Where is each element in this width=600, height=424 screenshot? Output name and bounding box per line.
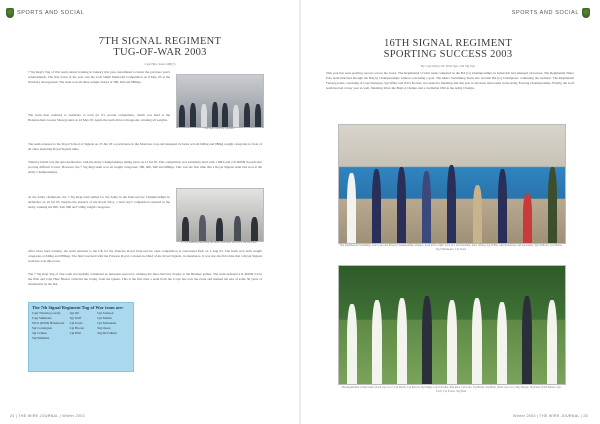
team-member: WO1 (RSM) Henderson <box>32 320 65 325</box>
left-photo-award-presentation <box>176 188 264 242</box>
left-article-title <box>28 36 292 58</box>
right-folio: Winter 2003 | THE WIRE JOURNAL | 25 <box>513 414 588 418</box>
team-member: Cpl Martin <box>97 315 112 320</box>
team-member <box>97 336 130 341</box>
left-byline: Capt Huw Jones QM(T) <box>144 62 176 66</box>
regimental-crest-icon <box>6 8 14 18</box>
left-paragraph-6: After more hard training, the team returned to the UK for the Princess Royal Inter-service open competition at Gravesend Park on 2 Aug 03. The team won both weight categories at 640kg and 680kgs. The final was held with the Princess Royal, Colonel-in-Chief of the Royal Signals, in attendance. It was also the first time that a Royal Signals team has won this event. <box>28 249 262 263</box>
left-paragraph-3: The team returned to the Royal School of Signals on 23 Jun 03 to participate in the Morrison Cup and managed victories at both 640kg and 680kg weight categories in front of all other attending Royal Signals units. <box>28 142 262 151</box>
left-paragraph-2: The team then returned to Germany to train for it's second competition, which was held at the Hohenzollern Greens Showground on 24 May 03. Again the team did not disappoint, winning all weights. <box>28 113 170 122</box>
team-member: Sgt Wolf <box>69 315 82 320</box>
team-photo-figures <box>177 96 263 127</box>
left-paragraph-5: At the Army champions, the 7 Sig Regt team pulled for the Army in the Inter-service Championships in Aldershot on 16 Jul 03. Despite the absence of the Royal Navy, a hard day's competition resulted in the Army winning the 600, 640, 680 and 720kg weight categories. <box>28 195 170 209</box>
team-member <box>70 336 98 341</box>
left-title-line2: TUG-OF-WAR 2003 <box>113 47 207 58</box>
swimming-photo-figures <box>339 151 565 243</box>
right-article-title <box>326 38 570 60</box>
left-paragraph-7: The 7 Sig Regt Tug of War team successfully completed an unbeaten season by winning the Inter-Services Trophy at the Brunner games. The team defeated 2 R IRISH 2-0 in the final and Capt Huw Hinton collected the trophy from the Queen. This is the first time a team from the Corps has won the event and marked the end of some 50 years of domination by the RA. <box>28 272 262 286</box>
team-members-box <box>28 302 134 372</box>
award-photo-figures <box>177 210 263 241</box>
team-member: Cpl Hall <box>69 330 81 335</box>
left-photo-team-trophies <box>176 74 264 128</box>
right-photo1-caption: The Regimental swimming, water polo and BA(G) Championship winners, from left to right: back row and kneeling: Alex Jeffery, Sgt White, Maj Robertson, Sgt Alexander, Sgt Sullivan, Cpl Harris, Sig Whitehouse, Cpl Stone <box>339 244 563 251</box>
right-title-line2: SPORTING SUCCESS 2003 <box>383 49 513 60</box>
cricket-photo-figures <box>339 287 565 384</box>
right-title-line1: 16TH SIGNAL REGIMENT <box>383 38 513 49</box>
team-member: Cpl Mclennan <box>97 320 117 325</box>
team-members-grid <box>29 311 133 340</box>
right-photo-swimming-team <box>338 124 566 244</box>
left-title-line1: 7TH SIGNAL REGIMENT <box>98 36 222 47</box>
team-member: Sig Owen <box>97 325 111 330</box>
right-paragraph-1: This year has seen sporting success across the board. The Regimental Cricket team competed in the BA (G) Championships in Gütersloh and emerged victorious. The Regimental Water Polo team marched through the BA(G) Championships without conceding a goal. The Men's Swimming Team also became BA (G) Champions, continuing the tradition. The Regimental Fencing team, consisting of Capt Dempsey, Sgt White and WO1 Rocker, succeeded in finishing 2nd this year in the three man teams in the Army Fencing Championships. Finally, the Golf team has had a busy year as well, finishing 4th in the BA(G) Champs and a creditable 18th in the Army Champs. <box>326 71 574 90</box>
left-page <box>0 0 296 424</box>
left-section-header <box>6 8 84 18</box>
team-member: Sig Williams <box>32 335 50 340</box>
team-member: Sgt Cossington <box>32 325 53 330</box>
left-folio: 24 | THE WIRE JOURNAL | Winter 2003 <box>10 414 85 418</box>
team-member: Cpl Poole <box>69 320 83 325</box>
left-photo2-caption: Lt Col Ashton presenting the team with their award for the Division <box>181 241 257 244</box>
right-page <box>304 0 600 424</box>
team-member: Sgt Orr <box>69 311 80 315</box>
team-member: Cpl Jackson <box>97 311 114 315</box>
team-member: Sig McCallum <box>97 330 117 335</box>
team-box-heading: The 7th Signal Regiment Tug of War team are: <box>32 305 124 310</box>
left-section-label: SPORTS AND SOCIAL <box>17 10 85 16</box>
right-photo-cricket-team <box>338 265 566 385</box>
team-member: Cpl Brown <box>69 325 85 330</box>
left-photo1-caption: The team with the trophies <box>204 127 234 130</box>
right-section-header <box>512 8 590 18</box>
left-paragraph-4: Thurnby Island was the next destination, with the Army Championships taking place on 12 Jul 03. This competition was extremely hard with 1 RHA and 2 R IRISH in particular proving difficult to beat. However, the 7 Sig Regt team won all weight categories; 580, 600, 640 and 680kgs. This was the first time that a Royal Signals team had won at the Army Championships. <box>28 160 262 174</box>
right-byline: By Capt Kirby OC RSO Sqn, 243 Sig Sqn <box>421 64 475 68</box>
regimental-crest-icon <box>582 8 590 18</box>
team-member: Sgt Grimes <box>32 330 47 335</box>
left-paragraph-1: 7 Sig Regt's Tug of War team started training in January this year, determined to better the previous year's achievements. The first event of the year was the Jock Smith Memorial Competition on 8 May 03 at the Newbury showground. The team won all three weight classes at 580, 620 and 680kgs. <box>28 70 170 84</box>
team-member: Capt Thomas (coach) <box>32 311 61 315</box>
right-photo2-caption: The Regimental cricket team: (back row l to r) Cpl Harris, Cpl Brown, Sgt Singh, Capt Fletcher, Maj Rice, Cpl Cole, Cpl Burns, Sig Hare; (front row l to r) Sig Thorpe, Sig Patel, WO2 Mason, Sgt Croft, Cpl Evans, Sig Hunt <box>341 386 561 393</box>
page-gutter <box>299 0 301 424</box>
right-section-label: SPORTS AND SOCIAL <box>511 10 579 16</box>
team-member: Capt Simmons <box>32 315 52 320</box>
